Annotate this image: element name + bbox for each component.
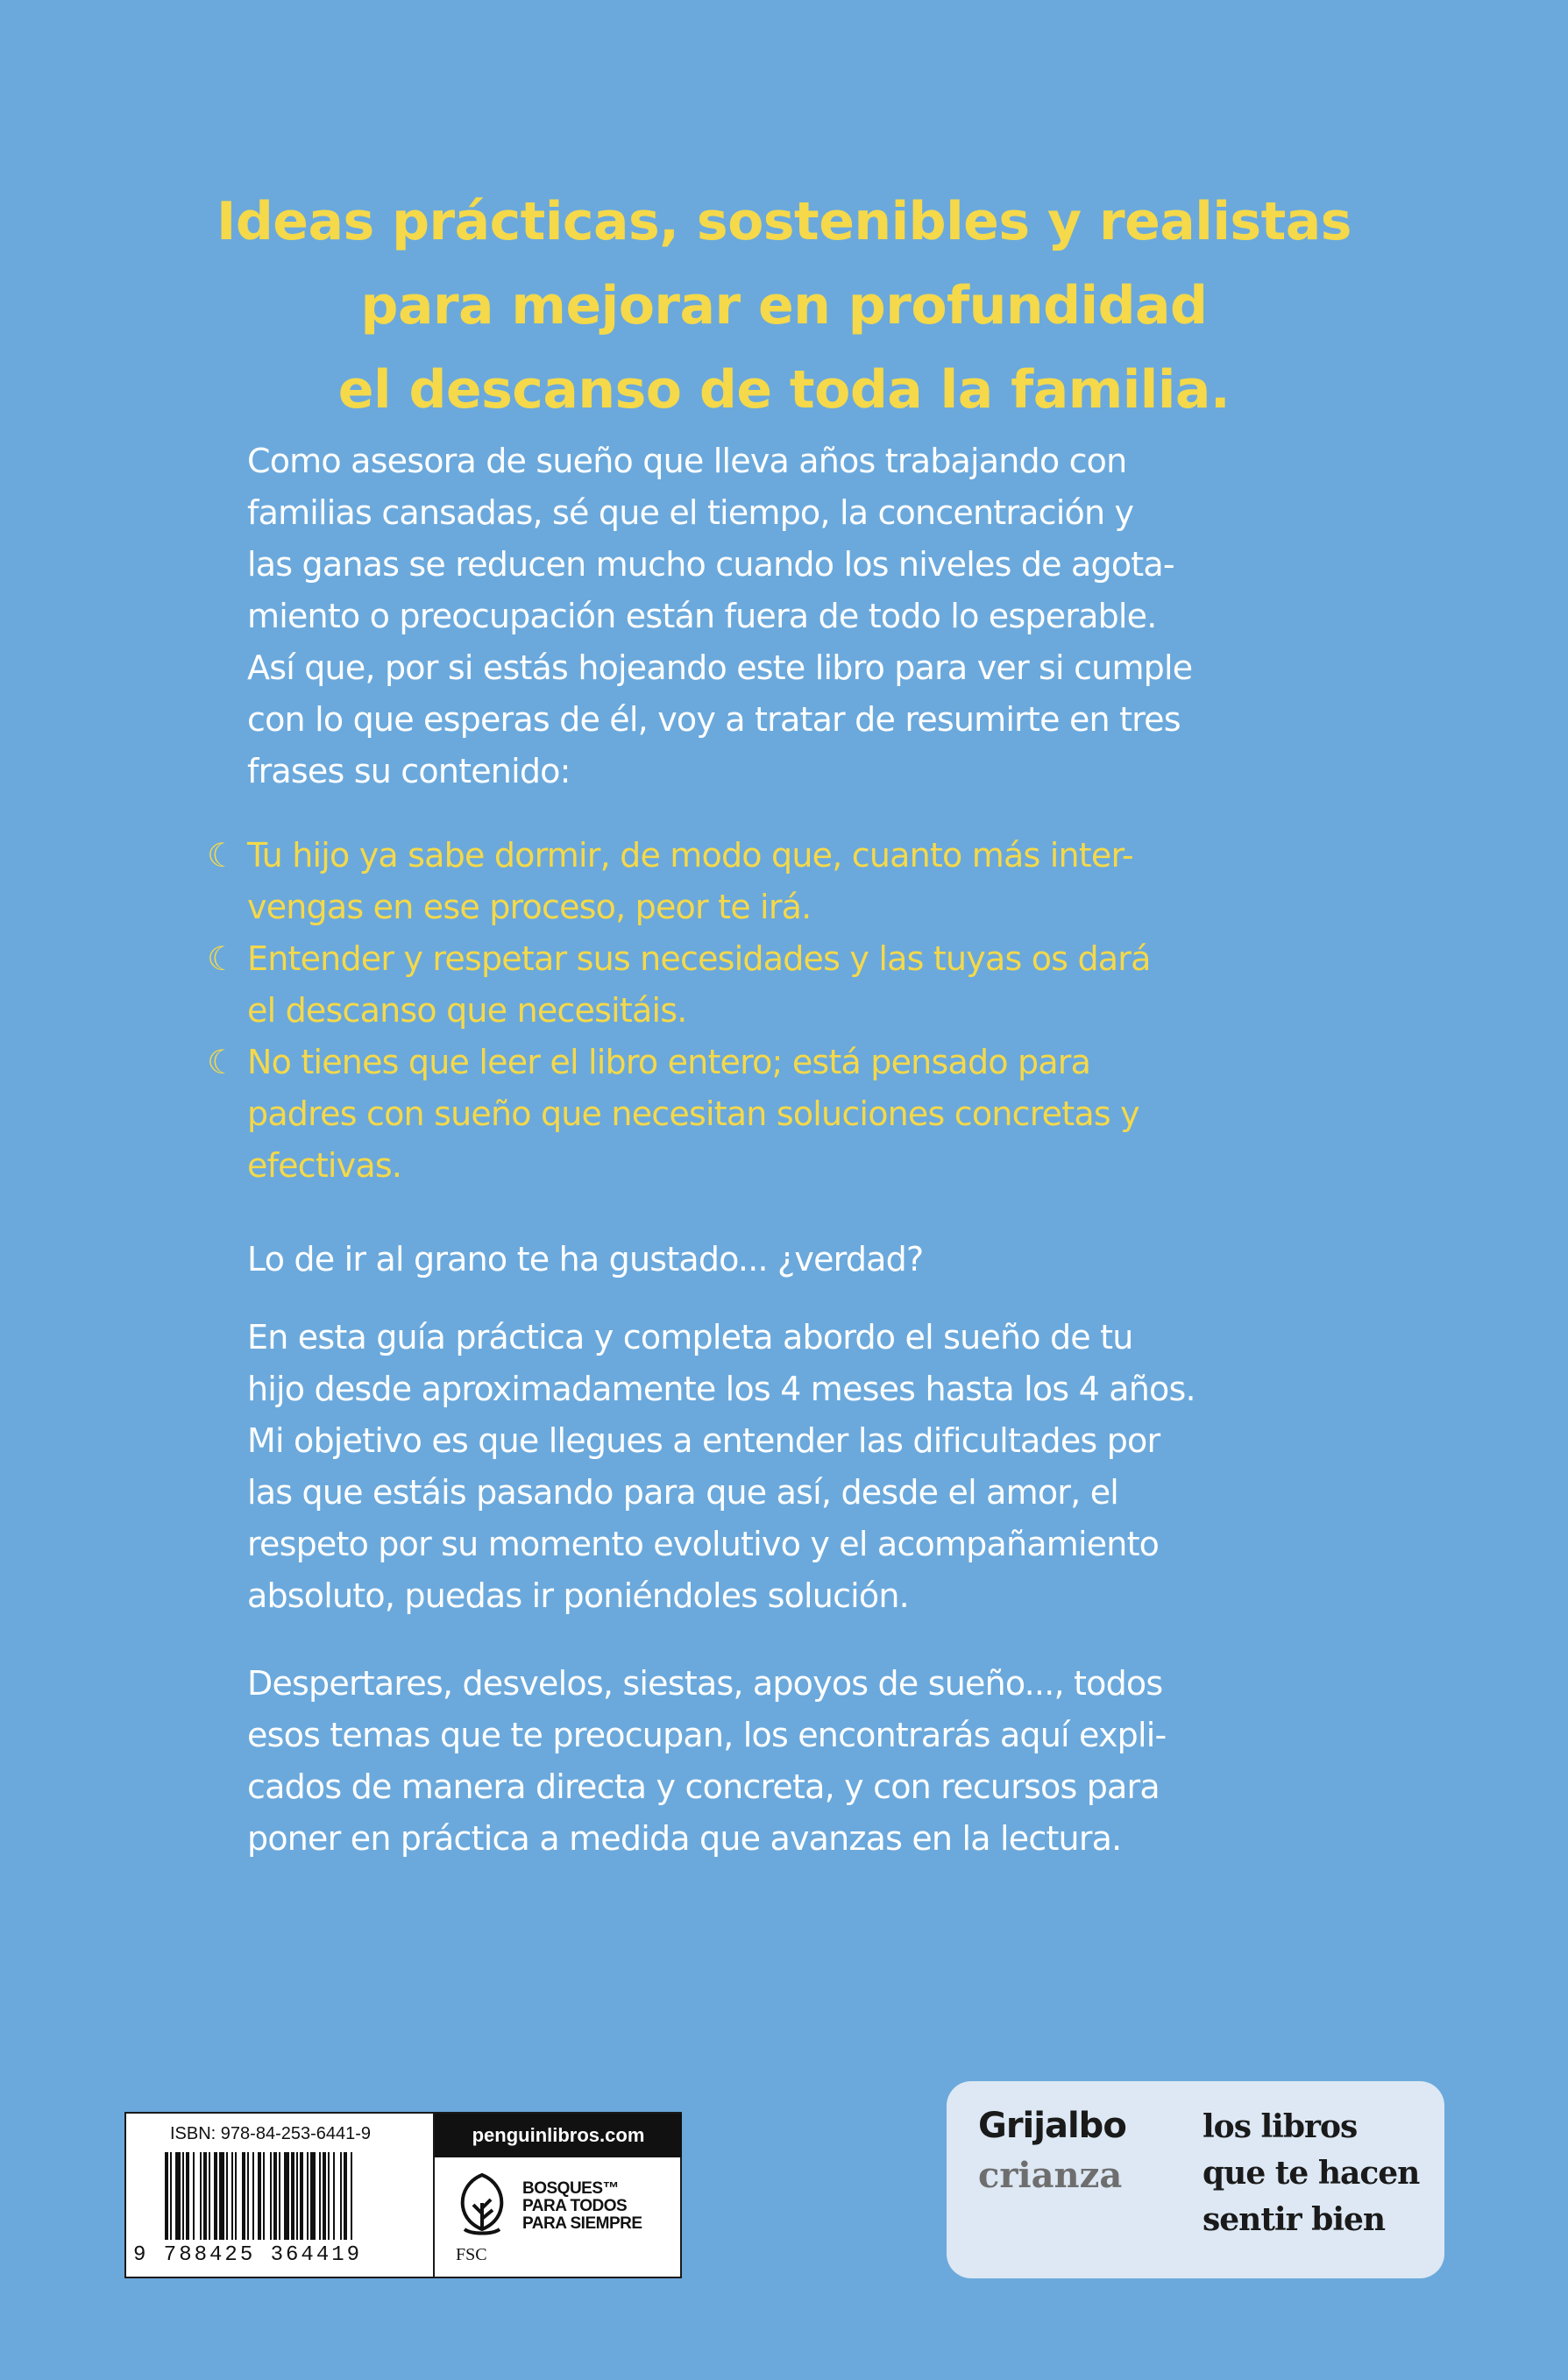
tagline-line: los libros	[1203, 2108, 1358, 2145]
fsc-text-line: BOSQUES™	[522, 2179, 620, 2198]
intro-line: Así que, por si estás hojeando este libro para ver si cumple	[247, 648, 1193, 687]
headline-line: para mejorar en profundidad	[360, 275, 1208, 336]
bullet-line: Entender y respetar sus necesidades y las tuyas os dará	[247, 939, 1151, 978]
question-line: Lo de ir al grano te ha gustado... ¿verdad?	[247, 1240, 924, 1279]
publisher-tagline	[1203, 2104, 1419, 2243]
intro-line: las ganas se reducen mucho cuando los niveles de agota-	[247, 545, 1174, 584]
bullet-line: Tu hijo ya sabe dormir, de modo que, cuanto más inter-	[247, 836, 1133, 875]
topics-line: Despertares, desvelos, siestas, apoyos de sueño..., todos	[247, 1664, 1163, 1703]
summary-bullet	[207, 1037, 1324, 1192]
headline-line: Ideas prácticas, sostenibles y realistas	[216, 191, 1352, 252]
barcode-bars	[165, 2152, 419, 2240]
tagline-line: que te hacen	[1203, 2155, 1420, 2192]
topics-line: esos temas que te preocupan, los encontrarás aquí expli-	[247, 1716, 1167, 1754]
publisher-brand: Grijalbo	[978, 2106, 1126, 2146]
topics-paragraph	[247, 1658, 1321, 1865]
guide-line: En esta guía práctica y completa abordo el sueño de tu	[247, 1318, 1133, 1356]
summary-bullet-list	[207, 830, 1324, 1192]
bullet-line: No tienes que leer el libro entero; está pensado para	[247, 1043, 1091, 1081]
fsc-text	[522, 2180, 642, 2233]
isbn-digits: 9 788425 364419	[133, 2243, 363, 2267]
fsc-label: FSC	[456, 2245, 487, 2264]
intro-line: miento o preocupación están fuera de todo lo esperable.	[247, 597, 1157, 635]
crescent-moon-icon: ☾	[207, 836, 237, 875]
summary-bullet	[207, 933, 1324, 1037]
intro-line: con lo que esperas de él, voy a tratar de resumirte en tres	[247, 700, 1181, 739]
isbn-label: ISBN: 978-84-253-6441-9	[170, 2124, 372, 2143]
guide-line: hijo desde aproximadamente los 4 meses hasta los 4 años.	[247, 1370, 1196, 1408]
guide-paragraph	[247, 1312, 1321, 1622]
barcode-panel	[124, 2112, 682, 2278]
fsc-text-line: PARA TODOS	[522, 2197, 628, 2215]
barcode-area	[126, 2114, 433, 2277]
bullet-line: vengas en ese proceso, peor te irá.	[247, 888, 812, 926]
tagline-line: sentir bien	[1203, 2201, 1386, 2238]
fsc-text-line: PARA SIEMPRE	[522, 2214, 642, 2233]
intro-line: familias cansadas, sé que el tiempo, la concentración y	[247, 493, 1134, 532]
topics-line: poner en práctica a medida que avanzas en la lectura.	[247, 1819, 1122, 1858]
guide-line: absoluto, puedas ir poniéndoles solución.	[247, 1576, 909, 1615]
publisher-info-area	[433, 2114, 682, 2277]
intro-paragraph	[247, 436, 1321, 797]
summary-bullet	[207, 830, 1324, 933]
topics-line: cados de manera directa y concreta, y con recursos para	[247, 1767, 1160, 1806]
guide-line: las que estáis pasando para que así, desde el amor, el	[247, 1473, 1119, 1512]
fsc-tree-icon	[447, 2168, 517, 2247]
website-label: penguinlibros.com	[435, 2114, 682, 2157]
headline	[131, 180, 1437, 432]
bullet-line: padres con sueño que necesitan soluciones concretas y	[247, 1094, 1139, 1133]
guide-line: respeto por su momento evolutivo y el acompañamiento	[247, 1525, 1160, 1563]
guide-line: Mi objetivo es que llegues a entender las dificultades por	[247, 1421, 1160, 1460]
intro-line: Como asesora de sueño que lleva años trabajando con	[247, 442, 1127, 480]
publisher-imprint: crianza	[978, 2155, 1123, 2196]
crescent-moon-icon: ☾	[207, 1043, 237, 1081]
crescent-moon-icon: ☾	[207, 939, 237, 978]
bullet-line: efectivas.	[247, 1146, 402, 1185]
headline-line: el descanso de toda la familia.	[337, 359, 1231, 421]
bullet-line: el descanso que necesitáis.	[247, 991, 687, 1030]
publisher-badge	[947, 2081, 1444, 2278]
question-paragraph	[247, 1234, 1321, 1286]
intro-line: frases su contenido:	[247, 752, 571, 790]
